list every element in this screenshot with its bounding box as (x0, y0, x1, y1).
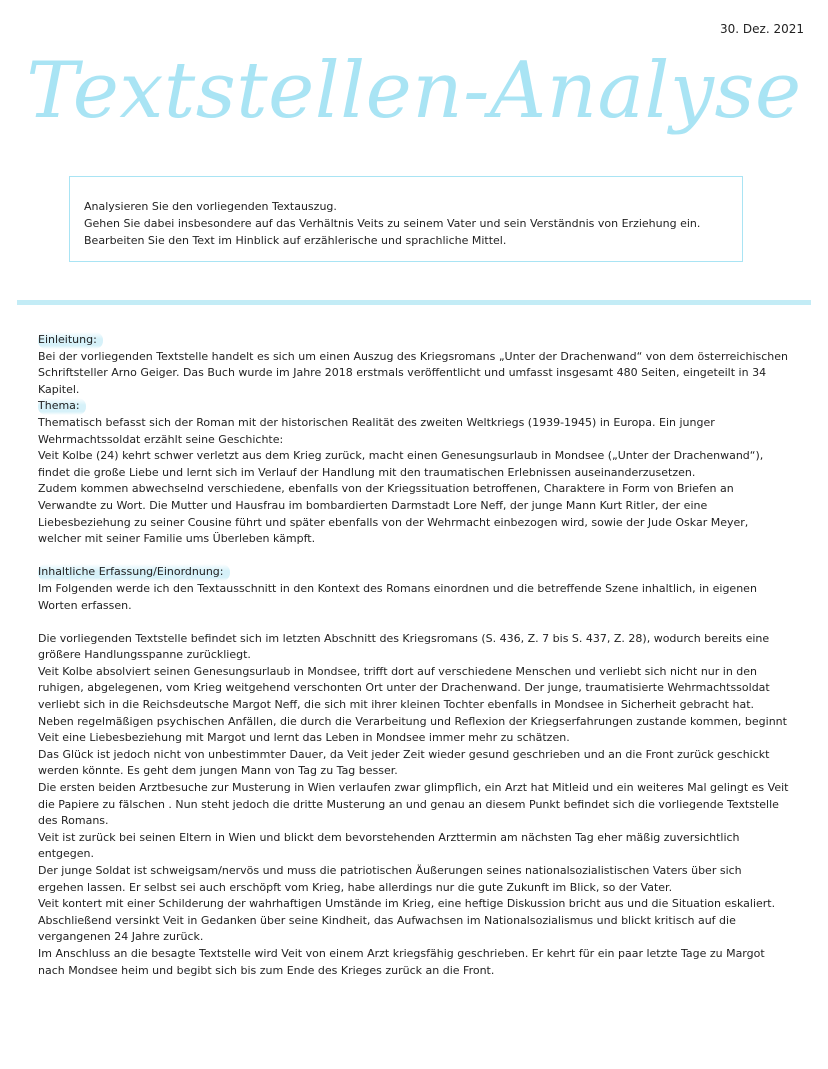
heading-einleitung: Einleitung: (38, 332, 103, 349)
paragraph: Das Glück ist jedoch nicht von unbestimmter Dauer, da Veit jeder Zeit wieder gesund geschrieben und an die Front zurück geschickt werden könnte. Es geht dem jungen Mann von Tag zu Tag besser. (38, 747, 770, 778)
paragraph: Die vorliegenden Textstelle befindet sich im letzten Abschnitt des Kriegsromans (S. 436, Z. 7 bis S. 437, Z. 28), wodurch bereits eine größere Handlungsspanne zurückliegt. (38, 631, 770, 662)
paragraph: Veit ist zurück bei seinen Eltern in Wien und blickt dem bevorstehenden Arzttermin am nächsten Tag eher mäßig zuversichtlich entgegen. (38, 830, 740, 861)
paragraph: Thematisch befasst sich der Roman mit der historischen Realität des zweiten Weltkriegs (1939-1945) in Europa. Ein junger Wehrmachtssoldat erzählt seine Geschichte: (38, 415, 715, 446)
paragraph: Abschließend versinkt Veit in Gedanken über seine Kindheit, das Aufwachsen im Nationalsozialismus und blickt kritisch auf die vergangenen 24 Jahre zurück. (38, 913, 736, 944)
task-line: Analysieren Sie den vorliegenden Textauszug. (84, 200, 337, 213)
page-title: Textstellen-Analyse (26, 46, 802, 136)
heading-thema: Thema: (38, 398, 86, 415)
paragraph: Veit kontert mit einer Schilderung der wahrhaftigen Umstände im Krieg, eine heftige Diskussion bricht aus und die Situation eskaliert. (38, 897, 776, 911)
heading-inhalt: Inhaltliche Erfassung/Einordnung: (38, 564, 230, 581)
task-line: Gehen Sie dabei insbesondere auf das Verhältnis Veits zu seinem Vater und sein Verständnis von Erziehung ein. (84, 217, 701, 230)
document-date: 30. Dez. 2021 (720, 22, 804, 36)
analysis-text (38, 332, 790, 979)
task-box (69, 176, 743, 262)
task-line: Bearbeiten Sie den Text im Hinblick auf erzählerische und sprachliche Mittel. (84, 234, 507, 247)
paragraph: Im Folgenden werde ich den Textausschnitt in den Kontext des Romans einordnen und die betreffende Szene inhaltlich, in eigenen Worten erfassen. (38, 581, 757, 612)
paragraph: Veit Kolbe (24) kehrt schwer verletzt aus dem Krieg zurück, macht einen Genesungsurlaub in Mondsee („Unter der Drachenwand“), findet die große Liebe und lernt sich im Verlauf der Handlung mit den traumatischen Erlebnissen auseinanderzusetzen. (38, 449, 764, 479)
paragraph: Die ersten beiden Arztbesuche zur Musterung in Wien verlaufen zwar glimpflich, ein Arzt hat Mitleid und ein weiteres Mal gelingt es Veit die Papiere zu fälschen . Nun steht jedoch die dritte Musterung an und genau an diesem Punkt befindet sich die vorliegende Textstelle des Romans. (38, 781, 789, 828)
paragraph: Im Anschluss an die besagte Textstelle wird Veit von einem Arzt kriegsfähig geschrieben. Er kehrt für ein paar letzte Tage zu Margot nach Mondsee heim und begibt sich bis zum Ende des Krieges zurück an die Front. (38, 946, 765, 977)
paragraph: Zudem kommen abwechselnd verschiedene, ebenfalls von der Kriegssituation betroffenen, Charaktere in Form von Briefen an Verwandte zu Wort. Die Mutter und Hausfrau im bombardierten Darmstadt Lore Neff, der junge Mann Kurt Ritler, der eine Liebesbeziehung zu seiner Cousine führt und später ebenfalls von der Wehrmacht einbezogen wird, sowie der Jude Oskar Meyer, welcher mit seiner Familie ums Überleben kämpft. (38, 482, 749, 546)
paragraph: Veit Kolbe absolviert seinen Genesungsurlaub in Mondsee, trifft dort auf verschiedene Menschen und verliebt sich nicht nur in den ruhigen, abgelegenen, vom Krieg weitgehend verschonten Ort unter der Drachenwand. Der junge, traumatisierte Wehrmachtssoldat verliebt sich in die Reichsdeutsche Margot Neff, die sich mit ihrer kleinen Tochter ebenfalls in Mondsee in Sicherheit gebracht hat. Neben regelmäßigen psychischen Anfällen, die durch die Verarbeitung und Reflexion der Kriegserfahrungen zustande kommen, beginnt Veit eine Liebesbeziehung mit Margot und lernt das Leben in Mondsee immer mehr zu schätzen. (38, 664, 787, 745)
divider (17, 300, 811, 305)
paragraph: Der junge Soldat ist schweigsam/nervös und muss die patriotischen Äußerungen seines nationalsozialistischen Vaters über sich ergehen lassen. Er selbst sei auch erschöpft vom Krieg, habe allerdings nur die gute Zukunft im Blick, so der Vater. (38, 864, 742, 894)
paragraph: Bei der vorliegenden Textstelle handelt es sich um einen Auszug des Kriegsromans „Unter der Drachenwand“ von dem österreichischen Schriftsteller Arno Geiger. Das Buch wurde im Jahre 2018 erstmals veröffentlicht und umfasst insgesamt 480 Seiten, eingeteilt in 34 Kapitel. (38, 349, 789, 396)
